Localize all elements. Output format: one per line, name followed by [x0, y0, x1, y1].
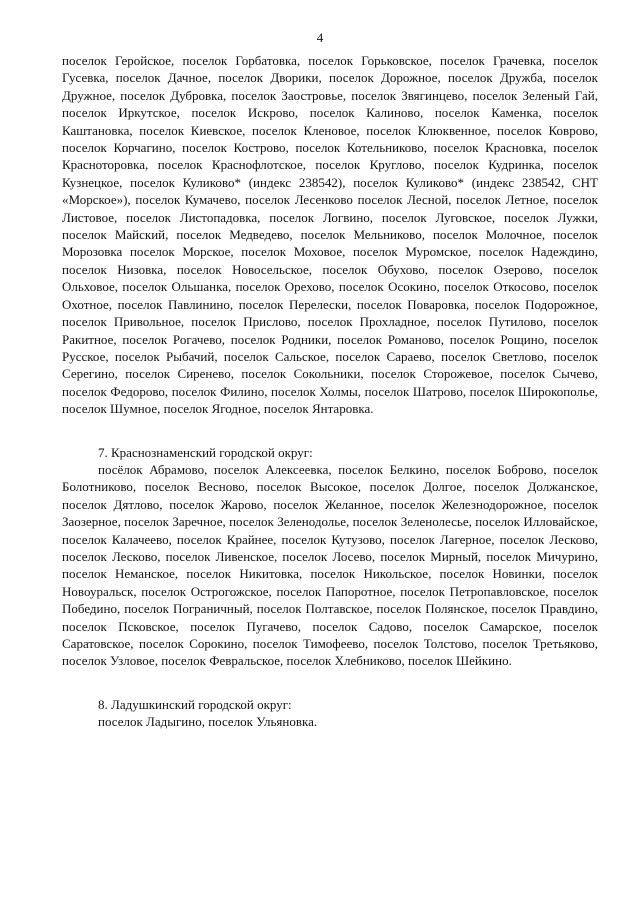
section-8-text: поселок Ладыгино, поселок Ульяновка. [98, 714, 318, 730]
section-7-heading: 7. Краснознаменский городской округ: [98, 444, 313, 460]
section-7-text: посёлок Абрамово, поселок Алексеевка, поселок Белкино, поселок Боброво, поселок Болотниково, поселок Весново, поселок Высокое, поселок Долгое, поселок Должанское, поселок Дятлово, поселок Жарово, поселок Желанное, поселок Железнодорожное, поселок Заозерное, поселок Заречное, поселок Зеленодолье, поселок Зеленолесье, поселок Илловайское, поселок Калачеево, поселок Крайнее, поселок Кутузово, поселок Лагерное, поселок Лесково, поселок Лесково, поселок Ливенское, поселок Лосево, поселок Мирный, поселок Мичурино, поселок Неманское, поселок Никитовка, поселок Никольское, поселок Новинки, поселок Новоуральск, поселок Острогожское, поселок Папоротное, поселок Петропавловское, поселок Победино, поселок Пограничный, поселок Полтавское, поселок Полянское, поселок Правдино, поселок Псковское, поселок Пугачево, поселок Садово, поселок Самарское, поселок Саратовское, поселок Сорокино, поселок Тимофеево, поселок Толстово, поселок Третьяково, поселок Узловое, поселок Февральское, поселок Хлебниково, поселок Шейкино. [62, 461, 598, 669]
section-6-continuation-text: поселок Геройское, поселок Горбатовка, поселок Горьковское, поселок Грачевка, поселок Гусевка, поселок Дачное, поселок Дворики, поселок Дорожное, поселок Дружба, поселок Дружное, поселок Дубровка, поселок Заостровье, поселок Звягинцево, поселок Зеленый Гай, поселок Иркутское, поселок Искрово, поселок Калиново, поселок Каменка, поселок Каштановка, поселок Киевское, поселок Кленовое, поселок Клюквенное, поселок Коврово, поселок Корчагино, поселок Кострово, поселок Котельниково, поселок Красновка, поселок Красноторовка, поселок Краснофлотское, поселок Круглово, поселок Кудринка, поселок Кузнецкое, поселок Куликово* (индекс 238542), поселок Куликово* (индекс 238542, СНТ «Морское»), поселок Кумачево, поселок Лесенково поселок Лесной, поселок Летное, поселок Листовое, поселок Листопадовка, поселок Логвино, поселок Луговское, поселок Лужки, поселок Майский, поселок Медведево, поселок Мельниково, поселок Молочное, поселок Морозовка поселок Морское, поселок Моховое, поселок Муромское, поселок Надеждино, поселок Низовка, поселок Новосельское, поселок Обухово, поселок Озерово, поселок Ольховое, поселок Ольшанка, поселок Орехово, поселок Осокино, поселок Откосово, поселок Охотное, поселок Павлинино, поселок Перелески, поселок Поваровка, поселок Подорожное, поселок Привольное, поселок Прислово, поселок Прохладное, поселок Путилово, поселок Ракитное, поселок Рогачево, поселок Родники, поселок Романово, поселок Рощино, поселок Русское, поселок Рыбачий, поселок Сальское, поселок Сараево, поселок Светлово, поселок Серегино, поселок Сиренево, поселок Сокольники, поселок Сторожевое, поселок Сычево, поселок Федорово, поселок Филино, поселок Холмы, поселок Шатрово, поселок Широкополье, поселок Шумное, поселок Ягодное, поселок Янтаровка. [62, 53, 598, 417]
section-8-heading: 8. Ладушкинский городской округ: [98, 696, 292, 712]
document-body [62, 52, 598, 731]
page-number: 4 [316, 30, 324, 45]
